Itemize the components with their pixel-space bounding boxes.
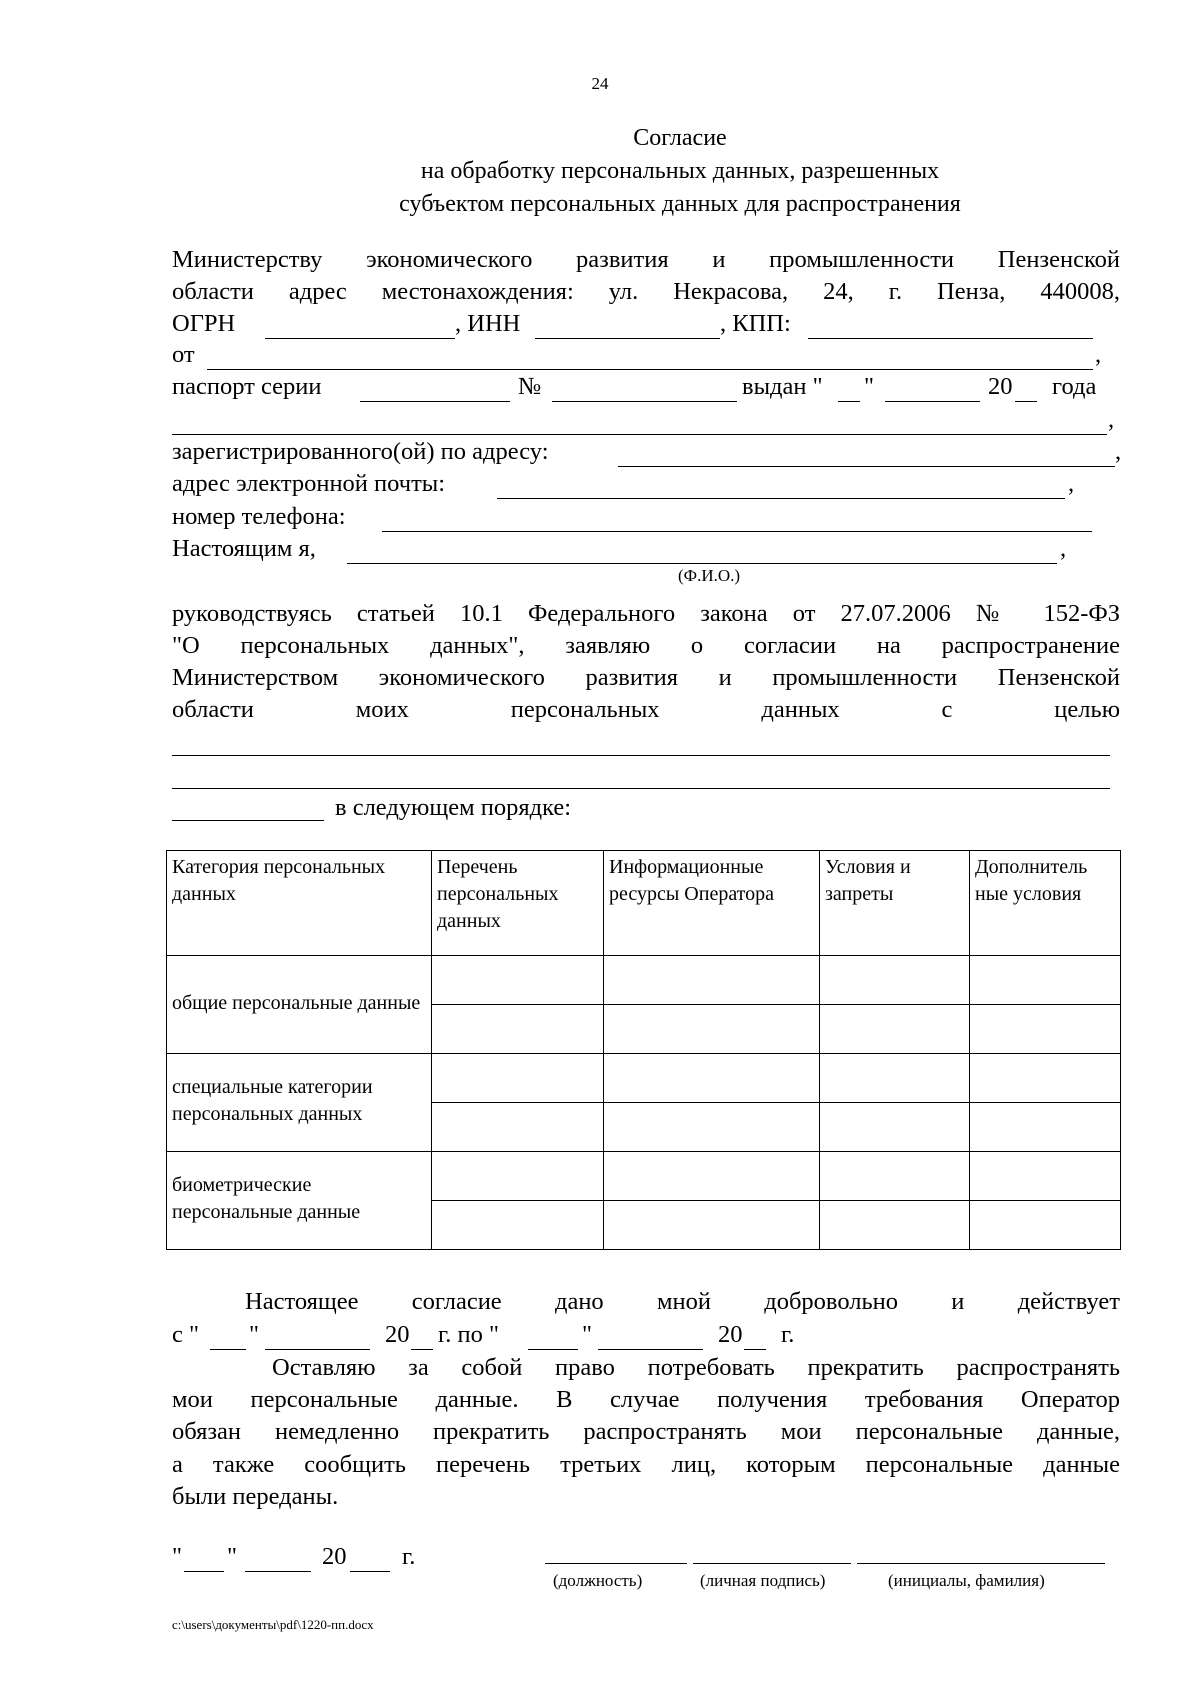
initials-caption: (инициалы, фамилия)	[888, 1571, 1045, 1590]
table-cell[interactable]	[432, 1054, 604, 1103]
purpose-field-3[interactable]	[172, 820, 324, 821]
issued-by-field[interactable]	[172, 434, 1107, 435]
sign-month-field[interactable]	[245, 1571, 311, 1572]
order-label: в следующем порядке:	[335, 794, 572, 821]
validity-year-2: 20	[718, 1321, 743, 1348]
initials-field[interactable]	[857, 1563, 1105, 1564]
issued-label: выдан "	[742, 373, 823, 400]
table-row	[167, 956, 1121, 1005]
table-cell[interactable]	[820, 1005, 970, 1054]
registered-address-comma: ,	[1115, 438, 1122, 465]
ogrn-field[interactable]	[265, 338, 455, 339]
from-field[interactable]	[207, 369, 1093, 370]
registered-address-label: зарегистрированного(ой) по адресу:	[172, 438, 549, 465]
validity-year-1: 20	[385, 1321, 410, 1348]
personal-data-table	[166, 850, 1121, 1250]
validity-from-year-field[interactable]	[411, 1349, 433, 1350]
body-line-3: Министерством экономического развития и промышленности Пензенской	[172, 664, 1120, 691]
validity-to-year-field[interactable]	[744, 1349, 766, 1350]
from-label: от	[172, 341, 195, 368]
purpose-field-1[interactable]	[172, 755, 1110, 756]
email-comma: ,	[1068, 470, 1075, 497]
addressee-line-1: Министерству экономического развития и промышленности Пензенской	[172, 246, 1120, 273]
table-cell[interactable]	[432, 956, 604, 1005]
table-cell[interactable]	[820, 1152, 970, 1201]
phone-field[interactable]	[382, 531, 1092, 532]
table-row	[167, 1152, 1121, 1201]
registered-address-field[interactable]	[618, 466, 1115, 467]
table-cell[interactable]	[820, 956, 970, 1005]
table-cell[interactable]	[604, 1152, 820, 1201]
document-subtitle-line-1: на обработку персональных данных, разрешенных	[420, 158, 940, 184]
header-list: Перечень персональных данных	[432, 851, 604, 956]
table-cell[interactable]	[432, 1201, 604, 1250]
issued-by-comma: ,	[1108, 406, 1115, 433]
reserve-line-2: мои персональные данные. В случае получения требования Оператор	[172, 1386, 1120, 1413]
table-cell[interactable]	[970, 1005, 1121, 1054]
category-general: общие персональные данные	[167, 956, 432, 1054]
validity-to-day-field[interactable]	[528, 1349, 578, 1350]
reserve-line-1: Оставляю за собой право потребовать прекратить распространять	[272, 1354, 1120, 1381]
email-field[interactable]	[497, 498, 1065, 499]
position-caption: (должность)	[553, 1571, 643, 1590]
table-cell[interactable]	[604, 1054, 820, 1103]
table-cell[interactable]	[820, 1054, 970, 1103]
signature-field[interactable]	[693, 1563, 851, 1564]
passport-number-label: №	[518, 373, 542, 400]
sign-g: г.	[402, 1543, 416, 1570]
passport-series-label: паспорт серии	[172, 373, 322, 400]
footer-file-path: c:\users\документы\pdf\1220-пп.docx	[172, 1617, 374, 1632]
validity-g: г.	[781, 1321, 795, 1348]
header-resources: Информационные ресурсы Оператора	[604, 851, 820, 956]
header-conditions: Условия и запреты	[820, 851, 970, 956]
validity-from-month-field[interactable]	[265, 1349, 370, 1350]
sign-year-field[interactable]	[350, 1571, 390, 1572]
table-cell[interactable]	[970, 1103, 1121, 1152]
table-header-row	[167, 851, 1121, 956]
validity-quote-1: "	[249, 1321, 260, 1348]
header-category: Категория персональных данных	[167, 851, 432, 956]
issued-year-field[interactable]	[1015, 401, 1037, 402]
reserve-line-5: были переданы.	[172, 1483, 339, 1510]
table-cell[interactable]	[604, 1103, 820, 1152]
table-cell[interactable]	[432, 1152, 604, 1201]
year-word: года	[1052, 373, 1097, 400]
sign-day-field[interactable]	[184, 1571, 224, 1572]
inn-field[interactable]	[535, 338, 720, 339]
table-cell[interactable]	[970, 1152, 1121, 1201]
inn-label: , ИНН	[455, 310, 521, 337]
validity-to-label: г. по "	[438, 1321, 500, 1348]
table-cell[interactable]	[970, 1201, 1121, 1250]
validity-quote-2: "	[582, 1321, 593, 1348]
position-field[interactable]	[545, 1563, 687, 1564]
from-comma: ,	[1095, 341, 1102, 368]
kpp-label: , КПП:	[720, 310, 791, 337]
kpp-field[interactable]	[808, 338, 1093, 339]
table-cell[interactable]	[970, 956, 1121, 1005]
phone-label: номер телефона:	[172, 503, 346, 530]
issued-month-field[interactable]	[885, 401, 980, 402]
issued-day-quote: "	[864, 373, 875, 400]
body-line-2: "О персональных данных", заявляю о согласии на распространение	[172, 632, 1120, 659]
table-cell[interactable]	[820, 1103, 970, 1152]
fio-field[interactable]	[347, 563, 1057, 564]
addressee-line-2: области адрес местонахождения: ул. Некрасова, 24, г. Пенза, 440008,	[172, 278, 1120, 305]
validity-line-1: Настоящее согласие дано мной добровольно и действует	[245, 1288, 1120, 1315]
category-biometric: биометрические персональные данные	[167, 1152, 432, 1250]
reserve-line-4: а также сообщить перечень третьих лиц, которым персональные данные	[172, 1451, 1120, 1478]
table-cell[interactable]	[432, 1103, 604, 1152]
table-cell[interactable]	[604, 1201, 820, 1250]
sign-year-prefix: 20	[322, 1543, 347, 1570]
hereby-label: Настоящим я,	[172, 535, 316, 562]
email-label: адрес электронной почты:	[172, 470, 446, 497]
page-number: 24	[591, 74, 609, 93]
header-additional: Дополнитель ные условия	[970, 851, 1121, 956]
category-special: специальные категории персональных данных	[167, 1054, 432, 1152]
purpose-field-2[interactable]	[172, 788, 1110, 789]
issued-year-prefix: 20	[988, 373, 1013, 400]
document-title: Согласие	[633, 125, 727, 151]
body-line-1: руководствуясь статьей 10.1 Федерального закона от 27.07.2006 № 152-ФЗ	[172, 600, 1120, 627]
passport-number-field[interactable]	[552, 401, 737, 402]
table-cell[interactable]	[970, 1054, 1121, 1103]
table-cell[interactable]	[604, 956, 820, 1005]
sign-date-quote-open: "	[172, 1543, 183, 1570]
validity-to-month-field[interactable]	[598, 1349, 703, 1350]
table-cell[interactable]	[604, 1005, 820, 1054]
document-subtitle-line-2: субъектом персональных данных для распространения	[399, 191, 961, 217]
sign-date-quote-close: "	[227, 1543, 238, 1570]
passport-series-field[interactable]	[360, 401, 510, 402]
ogrn-label: ОГРН	[172, 310, 236, 337]
fio-comma: ,	[1060, 535, 1067, 562]
table-cell[interactable]	[432, 1005, 604, 1054]
fio-caption: (Ф.И.О.)	[678, 566, 741, 585]
body-line-4: области моих персональных данных с целью	[172, 696, 1120, 723]
validity-from-label: с "	[172, 1321, 200, 1348]
table-row	[167, 1054, 1121, 1103]
issued-day-field[interactable]	[838, 401, 860, 402]
validity-from-day-field[interactable]	[210, 1349, 246, 1350]
reserve-line-3: обязан немедленно прекратить распространять мои персональные данные,	[172, 1418, 1120, 1445]
table-cell[interactable]	[820, 1201, 970, 1250]
signature-caption: (личная подпись)	[700, 1571, 826, 1590]
